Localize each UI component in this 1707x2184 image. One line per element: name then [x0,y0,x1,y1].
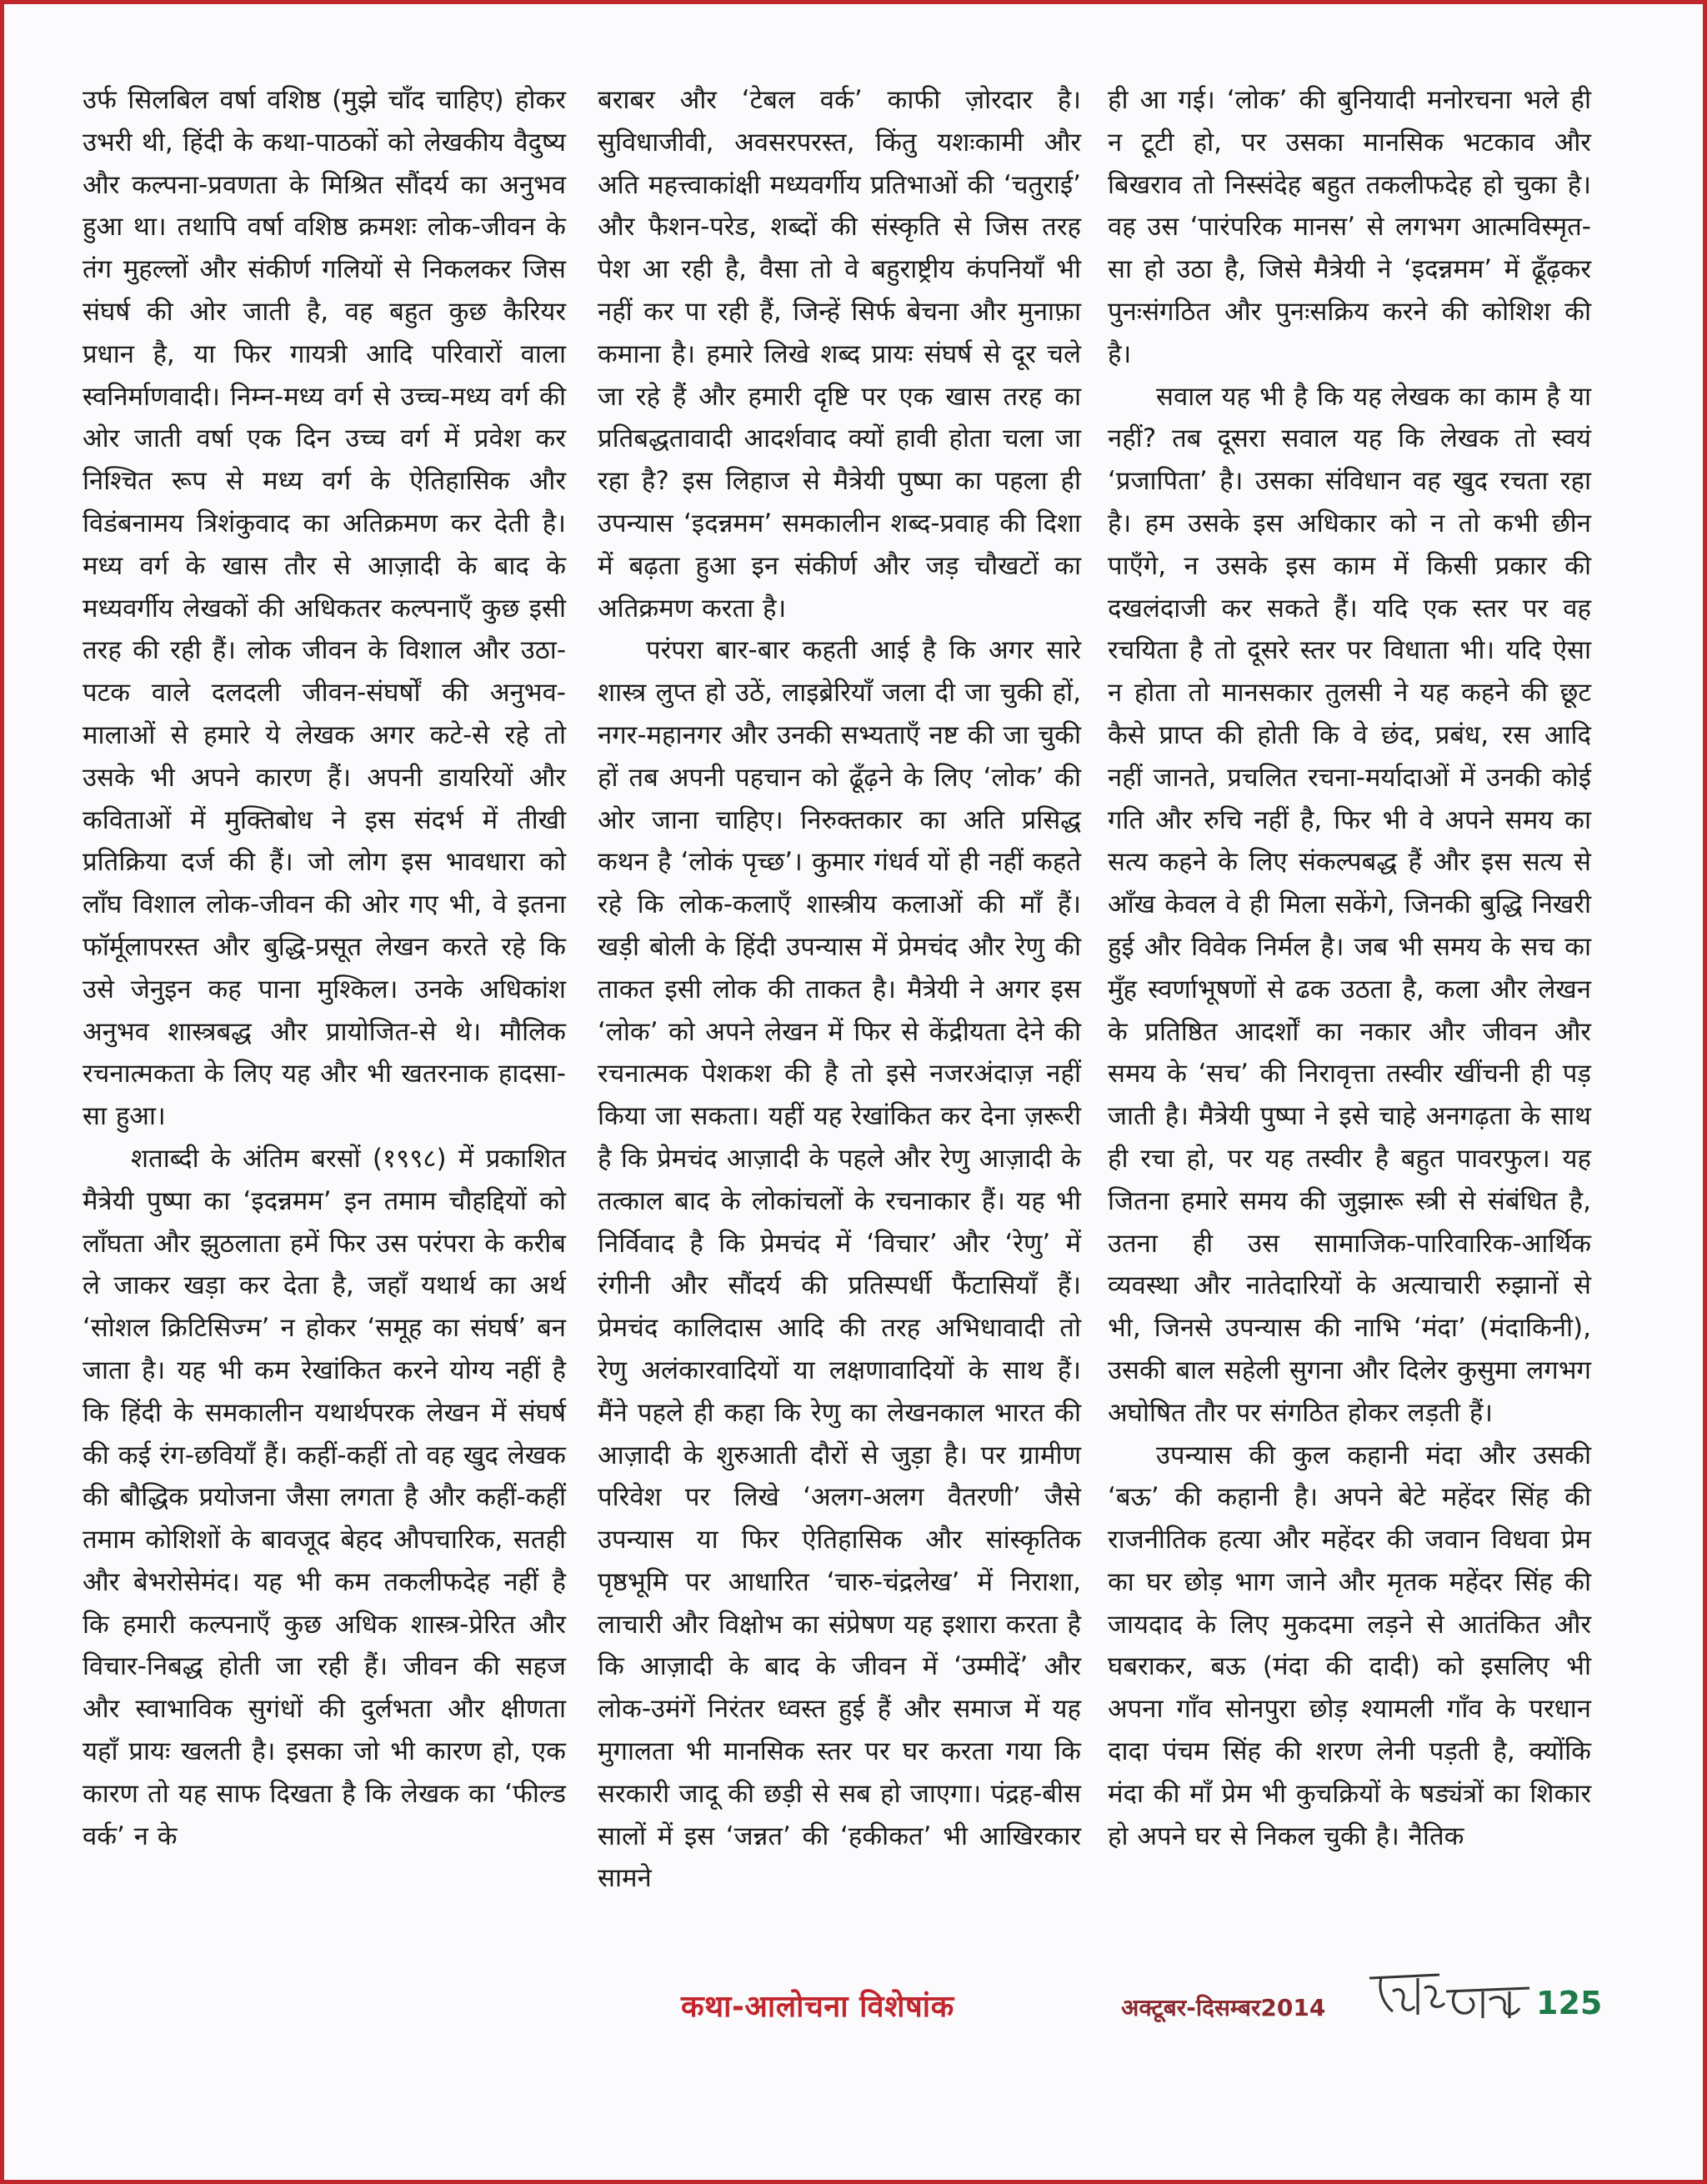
issue-title: कथा-आलोचना विशेषांक [681,1990,954,2024]
paragraph: उपन्यास की कुल कहानी मंदा और उसकी ‘बऊ’ की कहानी है। अपने बेटे महेंदर सिंह की राजनीतिक हत्या और महेंदर की जवान विधवा प्रेम का घर छोड़ भाग जाने और मृतक महेंदर सिंह की जायदाद के लिए मुकदमा लड़ने से आतंकित और घबराकर, बऊ (मंदा की दादी) को इसलिए भी अपना गाँव सोनपुरा छोड़ श्यामली गाँव के परधान दादा पंचम सिंह की शरण लेनी पड़ती है, क्योंकि मंदा की माँ प्रेम भी कुचक्रियों के षड्यंत्रों का शिकार हो अपने घर से निकल चुकी है। नैतिक [1108,1440,1591,1851]
text-column-3 [1108,79,1591,1857]
paragraph: परंपरा बार-बार कहती आई है कि अगर सारे शास्त्र लुप्त हो उठें, लाइब्रेरियाँ जला दी जा चुकी हों, नगर-महानगर और उनकी सभ्यताएँ नष्ट की जा चुकी हों तब अपनी पहचान को ढूँढ़ने के लिए ‘लोक’ की ओर जाना चाहिए। निरुक्तकार का अति प्रसिद्ध कथन है ‘लोकं पृच्छ’। कुमार गंधर्व यों ही नहीं कहते रहे कि लोक-कलाएँ शास्त्रीय कलाओं की माँ हैं। खड़ी बोली के हिंदी उपन्यास में प्रेमचंद और रेणु की ताकत इसी लोक की ताकत है। मैत्रेयी ने अगर इस ‘लोक’ को अपने लेखन में फिर से केंद्रीयता देने की रचनात्मक पेशकश की है तो इसे नजरअंदाज़ नहीं किया जा सकता। यहीं यह रेखांकित कर देना ज़रूरी है कि प्रेमचंद आज़ादी के पहले और रेणु आज़ादी के तत्काल बाद के लोकांचलों के रचनाकार हैं। यह भी निर्विवाद है कि प्रेमचंद में ‘विचार’ और ‘रेणु’ में रंगीनी और सौंदर्य की प्रतिस्पर्धी फैंटासियाँ हैं। प्रेमचंद कालिदास आदि की तरह अभिधावादी तो रेणु अलंकारवादियों या लक्षणावादियों के साथ हैं। मैंने पहले ही कहा कि रेणु का लेखनकाल भारत की आज़ादी के शुरुआती दौरों से जुड़ा है। पर ग्रामीण परिवेश पर लिखे ‘अलग-अलग वैतरणी’ जैसे उपन्यास या फिर ऐतिहासिक और सांस्कृतिक पृष्ठभूमि पर आधारित ‘चारु-चंद्रलेख’ में निराशा, लाचारी और विक्षोभ का संप्रेषण यह इशारा करता है कि आज़ादी के बाद के जीवन में ‘उम्मीदें’ और लोक-उमंगें निरंतर ध्वस्त हुई हैं और समाज में यह मुगालता भी मानसिक स्तर पर घर करता गया कि सरकारी जादू की छड़ी से सब हो जाएगा। पंद्रह-बीस सालों में इस ‘जन्नत’ की ‘हकीकत’ भी आखिरकार सामने [598,635,1081,1894]
paragraph: सवाल यह भी है कि यह लेखक का काम है या नहीं? तब दूसरा सवाल यह कि लेखक तो स्वयं ‘प्रजापिता’ है। उसका संविधान वह खुद रचता रहा है। हम उसके इस अधिकार को न तो कभी छीन पाएँगे, न उसके इस काम में किसी प्रकार की दखलंदाजी कर सकते हैं। यदि एक स्तर पर वह रचयिता है तो दूसरे स्तर पर विधाता भी। यदि ऐसा न होता तो मानसकार तुलसी ने यह कहने की छूट कैसे प्राप्त की होती कि वे छंद, प्रबंध, रस आदि नहीं जानते, प्रचलित रचना-मर्यादाओं में उनकी कोई गति और रुचि नहीं है, फिर भी वे अपने समय का सत्य कहने के लिए संकल्पबद्ध हैं और इस सत्य से आँख केवल वे ही मिला सकेंगे, जिनकी बुद्धि निखरी हुई और विवेक निर्मल है। जब भी समय के सच का मुँह स्वर्णाभूषणों से ढक उठता है, कला और लेखन के प्रतिष्ठित आदर्शों का नकार और जीवन और समय के ‘सच’ की निरावृत्ता तस्वीर खींचनी ही पड़ जाती है। मैत्रेयी पुष्पा ने इसे चाहे अनगढ़ता के साथ ही रचा हो, पर यह तस्वीर है बहुत पावरफुल। यह जितना हमारे समय की जुझारू स्त्री से संबंधित है, उतना ही उस सामाजिक-पारिवारिक-आर्थिक व्यवस्था और नातेदारियों के अत्याचारी रुझानों से भी, जिनसे उपन्यास की नाभि ‘मंदा’ (मंदाकिनी), उसकी बाल सहेली सुगना और दिलेर कुसुमा लगभग अघोषित तौर पर संगठित होकर लड़ती हैं। [1108,381,1591,1428]
paragraph: बराबर और ‘टेबल वर्क’ काफी ज़ोरदार है। सुविधाजीवी, अवसरपरस्त, किंतु यशःकामी और अति महत्त्वाकांक्षी मध्यवर्गीय प्रतिभाओं की ‘चतुराई’ और फैशन-परेड, शब्दों की संस्कृति से जिस तरह पेश आ रही है, वैसा तो वे बहुराष्ट्रीय कंपनियाँ भी नहीं कर पा रही हैं, जिन्हें सिर्फ बेचना और मुनाफ़ा कमाना है। हमारे लिखे शब्द प्रायः संघर्ष से दूर चले जा रहे हैं और हमारी दृष्टि पर एक खास तरह का प्रतिबद्धतावादी आदर्शवाद क्यों हावी होता चला जा रहा है? इस लिहाज से मैत्रेयी पुष्पा का पहला ही उपन्यास ‘इदन्नमम’ समकालीन शब्द-प्रवाह की दिशा में बढ़ता हुआ इन संकीर्ण और जड़ चौखटों का अतिक्रमण करता है। [598,85,1081,624]
text-column-1 [83,79,566,1857]
paragraph: उर्फ सिलबिल वर्षा वशिष्ठ (मुझे चाँद चाहिए) होकर उभरी थी, हिंदी के कथा-पाठकों को लेखकीय वैदुष्य और कल्पना-प्रवणता के मिश्रित सौंदर्य का अनुभव हुआ था। तथापि वर्षा वशिष्ठ क्रमशः लोक-जीवन के तंग मुहल्लों और संकीर्ण गलियों से निकलकर जिस संघर्ष की ओर जाती है, वह बहुत कुछ कैरियर प्रधान है, या फिर गायत्री आदि परिवारों वाला स्वनिर्माणवादी। निम्न-मध्य वर्ग से उच्च-मध्य वर्ग की ओर जाती वर्षा एक दिन उच्च वर्ग में प्रवेश कर निश्चित रूप से मध्य वर्ग के ऐतिहासिक और विडंबनामय त्रिशंकुवाद का अतिक्रमण कर देती है। मध्य वर्ग के खास तौर से आज़ादी के बाद के मध्यवर्गीय लेखकों की अधिकतर कल्पनाएँ कुछ इसी तरह की रही हैं। लोक जीवन के विशाल और उठा-पटक वाले दलदली जीवन-संघर्षों की अनुभव-मालाओं से हमारे ये लेखक अगर कटे-से रहे तो उसके भी अपने कारण हैं। अपनी डायरियों और कविताओं में मुक्तिबोध ने इस संदर्भ में तीखी प्रतिक्रिया दर्ज की हैं। जो लोग इस भावधारा को लाँघ विशाल लोक-जीवन की ओर गए भी, वे इतना फॉर्मूलापरस्त और बुद्धि-प्रसूत लेखन करते रहे कि उसे जेनुइन कह पाना मुश्किल। उनके अधिकांश अनुभव शास्त्रबद्ध और प्रायोजित-से थे। मौलिक रचनात्मकता के लिए यह और भी खतरनाक हादसा-सा हुआ। [83,85,566,1132]
paragraph: शताब्दी के अंतिम बरसों (१९९८) में प्रकाशित मैत्रेयी पुष्पा का ‘इदन्नमम’ इन तमाम चौहद्दियों को लाँघता और झुठलाता हमें फिर उस परंपरा के करीब ले जाकर खड़ा कर देता है, जहाँ यथार्थ का अर्थ ‘सोशल क्रिटिसिज्म’ न होकर ‘समूह का संघर्ष’ बन जाता है। यह भी कम रेखांकित करने योग्य नहीं है कि हिंदी के समकालीन यथार्थपरक लेखन में संघर्ष की कई रंग-छवियाँ हैं। कहीं-कहीं तो वह खुद लेखक की बौद्धिक प्रयोजना जैसा लगता है और कहीं-कहीं तमाम कोशिशों के बावजूद बेहद औपचारिक, सतही और बेभरोसेमंद। यह भी कम तकलीफदेह नहीं है कि हमारी कल्पनाएँ कुछ अधिक शास्त्र-प्रेरित और विचार-निबद्ध होती जा रही हैं। जीवन की सहज और स्वाभाविक सुगंधों की दुर्लभता और क्षीणता यहाँ प्रायः खलती है। इसका जो भी कारण हो, एक कारण तो यह साफ दिखता है कि लेखक का ‘फील्ड वर्क’ न के [83,1143,566,1851]
text-column-2 [598,79,1081,1900]
page-number: 125 [1536,1985,1603,2021]
paragraph: ही आ गई। ‘लोक’ की बुनियादी मनोरचना भले ही न टूटी हो, पर उसका मानसिक भटकाव और बिखराव तो निस्संदेह बहुत तकलीफदेह हो चुका है। वह उस ‘पारंपरिक मानस’ से लगभग आत्मविस्मृत-सा हो उठा है, जिसे मैत्रेयी ने ‘इदन्नमम’ में ढूँढ़कर पुनःसंगठित और पुनःसक्रिय करने की कोशिश की है। [1108,85,1591,369]
magazine-logo [1363,1966,1538,2025]
issue-date: अक्टूबर-दिसम्बर2014 [1121,1994,1326,2021]
